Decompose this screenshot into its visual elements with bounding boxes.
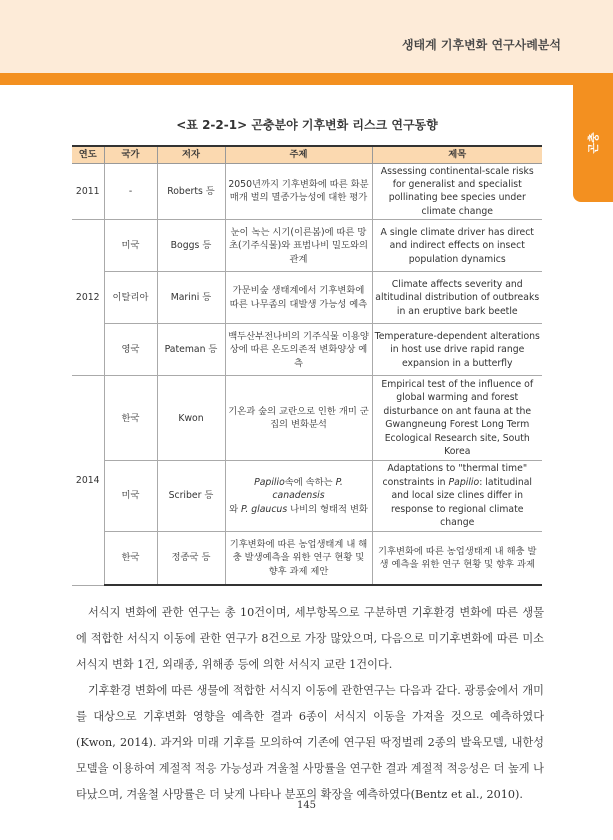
table-row (72, 220, 542, 272)
chapter-side-tab (573, 84, 613, 202)
country-cell: 이탈리아 (104, 272, 157, 324)
title-part: Adaptations to "thermal time" constraints in (382, 463, 528, 488)
table-row (72, 531, 542, 585)
country-cell: - (104, 163, 157, 220)
author-cell: Roberts 등 (157, 163, 225, 220)
title-cell: Assessing continental-scale risks for generalist and specialist pollinating bee species under climate change (372, 163, 542, 220)
topic-part: P. canadensis (272, 476, 343, 502)
page-header (0, 0, 613, 73)
title-cell: Climate affects severity and altitudinal distribution of outbreaks in an eruptive bark beetle (372, 272, 542, 324)
body-text (76, 600, 544, 808)
year-cell: 2014 (72, 376, 104, 585)
topic-part: 와 (229, 503, 242, 515)
topic-cell: 기온과 숲의 교란으로 인한 개미 군집의 변화분석 (225, 376, 372, 461)
paragraph: 기후환경 변화에 따른 생물에 적합한 서식지 이동에 관한연구는 다음과 같다. 광릉숲에서 개미를 대상으로 기후변화 영향을 예측한 결과 6종이 서식지 이동을 가져올 것으로 예측하였다(Kwon, 2014). 과거와 미래 기후를 모의하여 기존에 연구된 딱정벌레 2종의 발육모델, 내한성 모델을 이용하여 계절적 적응 가능성과 겨울철 사망률을 연구한 결과 계절적 적응성은 더 높게 나타났으며, 겨울철 사망률은 더 낮게 나타나 분포의 확장을 예측하였다(Bentz et al., 2010). (76, 684, 544, 801)
table-row (72, 324, 542, 376)
col-header: 제목 (372, 146, 542, 163)
col-header: 국가 (104, 146, 157, 163)
header-accent-bar (0, 73, 613, 85)
table-row (72, 163, 542, 220)
country-cell: 미국 (104, 461, 157, 531)
country-cell: 한국 (104, 531, 157, 585)
table-row (72, 461, 542, 531)
table-row (72, 272, 542, 324)
topic-part: 속에 속하는 (284, 476, 336, 488)
title-cell (372, 461, 542, 531)
author-cell: Scriber 등 (157, 461, 225, 531)
page-number: 145 (296, 800, 317, 811)
side-tab-label: 곤충 (587, 132, 600, 154)
table-header-row (72, 146, 542, 163)
topic-cell: 기후변화에 따른 농업생태계 내 해충 발생예측을 위한 연구 현황 및 향후 과제 제안 (225, 531, 372, 585)
country-cell: 영국 (104, 324, 157, 376)
running-header-title: 생태계 기후변화 연구사례분석 (401, 38, 561, 52)
country-cell: 미국 (104, 220, 157, 272)
topic-cell: 눈이 녹는 시기(이른봄)에 따른 망초(기주식물)와 표범나비 밀도와의 관계 (225, 220, 372, 272)
topic-cell: 가문비숲 생태계에서 기후변화에 따른 나무좀의 대발생 가능성 예측 (225, 272, 372, 324)
research-trends-table (72, 145, 542, 586)
paragraph: 서식지 변화에 관한 연구는 총 10건이며, 세부항목으로 구분하면 기후환경 변화에 따른 생물에 적합한 서식지 이동에 관한 연구가 8건으로 가장 많았으며, 다음으로 미기후변화에 따른 미소서식지 변화 1건, 외래종, 위해종 등에 의한 서식지 교란 1건이다. (76, 606, 544, 671)
year-cell: 2012 (72, 220, 104, 376)
title-cell: A single climate driver has direct and indirect effects on insect population dynamics (372, 220, 542, 272)
title-cell: Empirical test of the influence of global warming and forest disturbance on ant fauna at the Gwangneung Forest Long Term Ecological Research site, South Korea (372, 376, 542, 461)
table-row (72, 376, 542, 461)
title-part: Papilio (448, 476, 480, 488)
title-cell: 기후변화에 따른 농업생태계 내 해충 발생 예측을 위한 연구 현황 및 향후 과제 (372, 531, 542, 585)
col-header: 저자 (157, 146, 225, 163)
topic-cell (225, 461, 372, 531)
author-cell: 정종국 등 (157, 531, 225, 585)
author-cell: Boggs 등 (157, 220, 225, 272)
author-cell: Marini 등 (157, 272, 225, 324)
topic-cell: 백두산부전나비의 기주식물 이용양상에 따른 온도의존적 변화양상 예측 (225, 324, 372, 376)
country-cell: 한국 (104, 376, 157, 461)
title-cell: Temperature-dependent alterations in host use drive rapid range expansion in a butterfly (372, 324, 542, 376)
col-header: 주제 (225, 146, 372, 163)
title-part: : latitudinal and local size clines differ in response to regional climate change (390, 476, 532, 529)
topic-cell: 2050년까지 기후변화에 따른 화분매개 벌의 멸종가능성에 대한 평가 (225, 163, 372, 220)
topic-part: Papilio (254, 476, 285, 488)
topic-part: P. glaucus (241, 503, 288, 515)
topic-part: 나비의 형태적 변화 (287, 503, 368, 515)
author-cell: Kwon (157, 376, 225, 461)
table-title: <표 2-2-1> 곤충분야 기후변화 리스크 연구동향 (176, 118, 438, 132)
author-cell: Pateman 등 (157, 324, 225, 376)
year-cell: 2011 (72, 163, 104, 220)
col-header: 연도 (72, 146, 104, 163)
